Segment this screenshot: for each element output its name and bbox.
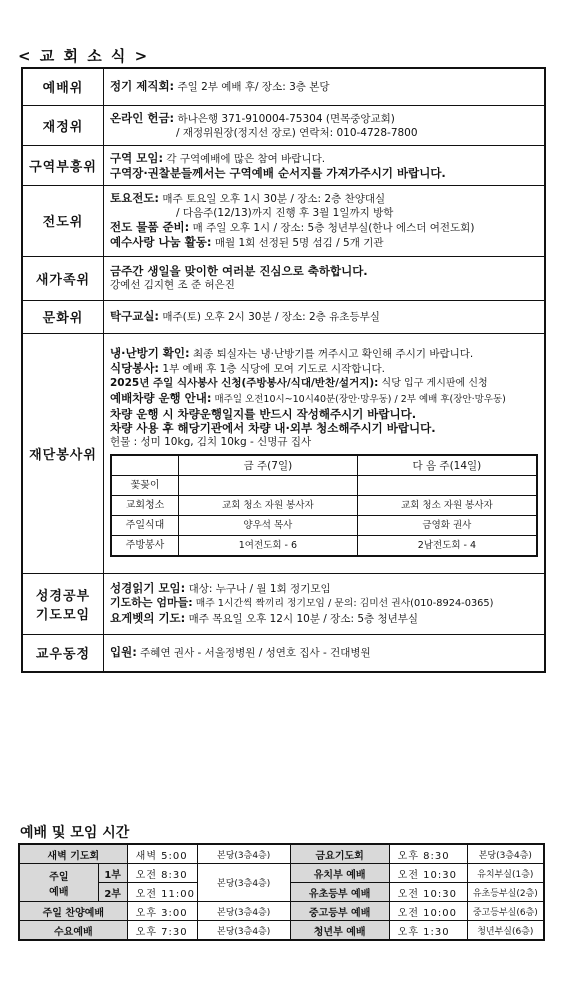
table-row: 주일식대 양우석 목사 금영화 권사 xyxy=(111,516,537,536)
table-row: 수요예배 오후 7:30 본당(3층4층) 청년부 예배 오후 1:30 청년부실(6층) xyxy=(19,921,544,941)
row-worship: 예배위 정기 제직회: 주일 2부 예배 후/ 장소: 3층 본당 xyxy=(22,68,545,105)
row-finance: 재정위 온라인 헌금: 하나은행 371-910004-75304 (면목중앙교회) / 재정위원장(정지선 장로) 연락처: 010-4728-7800 xyxy=(22,105,545,145)
service-schedule-table xyxy=(110,454,538,557)
worship-times-title: 예배 및 모임 시간 xyxy=(20,825,130,841)
section-heading: < 교 회 소 식 > xyxy=(18,47,150,65)
label-service: 재단봉사위 xyxy=(22,333,104,573)
table-row: 2부 오전 11:00 유초등부 예배 오전 10:30 유초등부실(2층) xyxy=(19,883,544,902)
row-culture: 문화위 탁구교실: 매주(토) 오후 2시 30분 / 장소: 2층 유초등부실 xyxy=(22,300,545,333)
header-next-week: 다 음 주(14일) xyxy=(357,455,537,476)
row-bible-study: 성경공부 기도모임 성경읽기 모임: 대상: 누구나 / 월 1회 정기모임 기도하는 엄마들: 매주 1시간씩 짝끼리 정기모임 / 문의: 김미선 권사(010-8924-0365) 요게벳의 기도: 매주 목요일 오후 12시 10분 / 장소: 5층 청년부실 xyxy=(22,573,545,634)
header-this-week: 금 주(7일) xyxy=(179,455,358,476)
worship-times-table xyxy=(18,843,545,941)
label-bible-study: 성경공부 기도모임 xyxy=(22,573,104,634)
label-culture: 문화위 xyxy=(22,300,104,333)
label-finance: 재정위 xyxy=(22,105,104,145)
table-row: 꽃꽂이 xyxy=(111,476,537,496)
label-fellowship: 교우동정 xyxy=(22,634,104,672)
label-evangelism: 전도위 xyxy=(22,185,104,256)
church-news-table xyxy=(21,67,546,673)
label-district: 구역부흥위 xyxy=(22,145,104,185)
row-district: 구역부흥위 구역 모임: 각 구역예배에 많은 참여 바랍니다. 구역장·권찰분들께서는 구역예배 순서지를 가져가주시기 바랍니다. xyxy=(22,145,545,185)
row-evangelism: 전도위 토요전도: 매주 토요일 오후 1시 30분 / 장소: 2층 찬양대실 / 다음주(12/13)까지 진행 후 3월 1일까지 방학 전도 물품 준비: 매 주일 오후 1시 / 장소: 5층 청년부실(한나 에스더 여전도회) 예수사랑 나눔 활동: 매월 1회 선정된 5명 섬김 / 5개 기관 xyxy=(22,185,545,256)
table-row: 교회청소 교회 청소 자원 봉사자 교회 청소 자원 봉사자 xyxy=(111,496,537,516)
table-row: 주일 찬양예배 오후 3:00 본당(3층4층) 중고등부 예배 오전 10:00 중고등부실(6층) xyxy=(19,902,544,921)
table-row: 새벽 기도회 새벽 5:00 본당(3층4층) 금요기도회 오후 8:30 본당(3층4층) xyxy=(19,844,544,864)
table-header-row xyxy=(111,455,537,476)
table-row: 주방봉사 1여전도회 - 6 2남전도회 - 4 xyxy=(111,536,537,557)
row-service: 재단봉사위 냉·난방기 확인: 최종 퇴실자는 냉·난방기를 꺼주시고 확인해 주시기 바랍니다. 식당봉사: 1부 예배 후 1층 식당에 모여 기도로 시작합니다. 2025년 주일 식사봉사 신청(주방봉사/식대/반찬/설거지): 식당 입구 게시판에 신청 예배차량 운행 안내: 매주일 오전10시~10시40분(장안·망우동) / 2부 예배 후(장안·망우동) 차량 운행 시 차량운행일지를 반드시 작성해주시기 바랍니다. 차량 사용 후 해당기관에서 차량 내·외부 청소해주시기 바랍니다. 헌물 : 성미 10kg, 김치 10kg - 신명규 집사 금 주(7일) 다 음 주(14일) 꽃꽂이 교회청소 교회 청소 자원 봉사자 교회 청소 자원 봉사자 주일식대 양우석 목사 금영화 권사 주방봉사 1여전도회 - 6 2남전도회 - 4 xyxy=(22,333,545,573)
label-new-family: 새가족위 xyxy=(22,256,104,300)
row-fellowship: 교우동정 입원: 주혜연 권사 - 서울정병원 / 성연호 집사 - 건대병원 xyxy=(22,634,545,672)
label-worship: 예배위 xyxy=(22,68,104,105)
table-row: 주일 예배 1부 오전 8:30 본당(3층4층) 유치부 예배 오전 10:30 유치부실(1층) xyxy=(19,864,544,883)
row-new-family: 새가족위 금주간 생일을 맞이한 여러분 진심으로 축하합니다. 강예선 김지현 조 준 허은진 xyxy=(22,256,545,300)
